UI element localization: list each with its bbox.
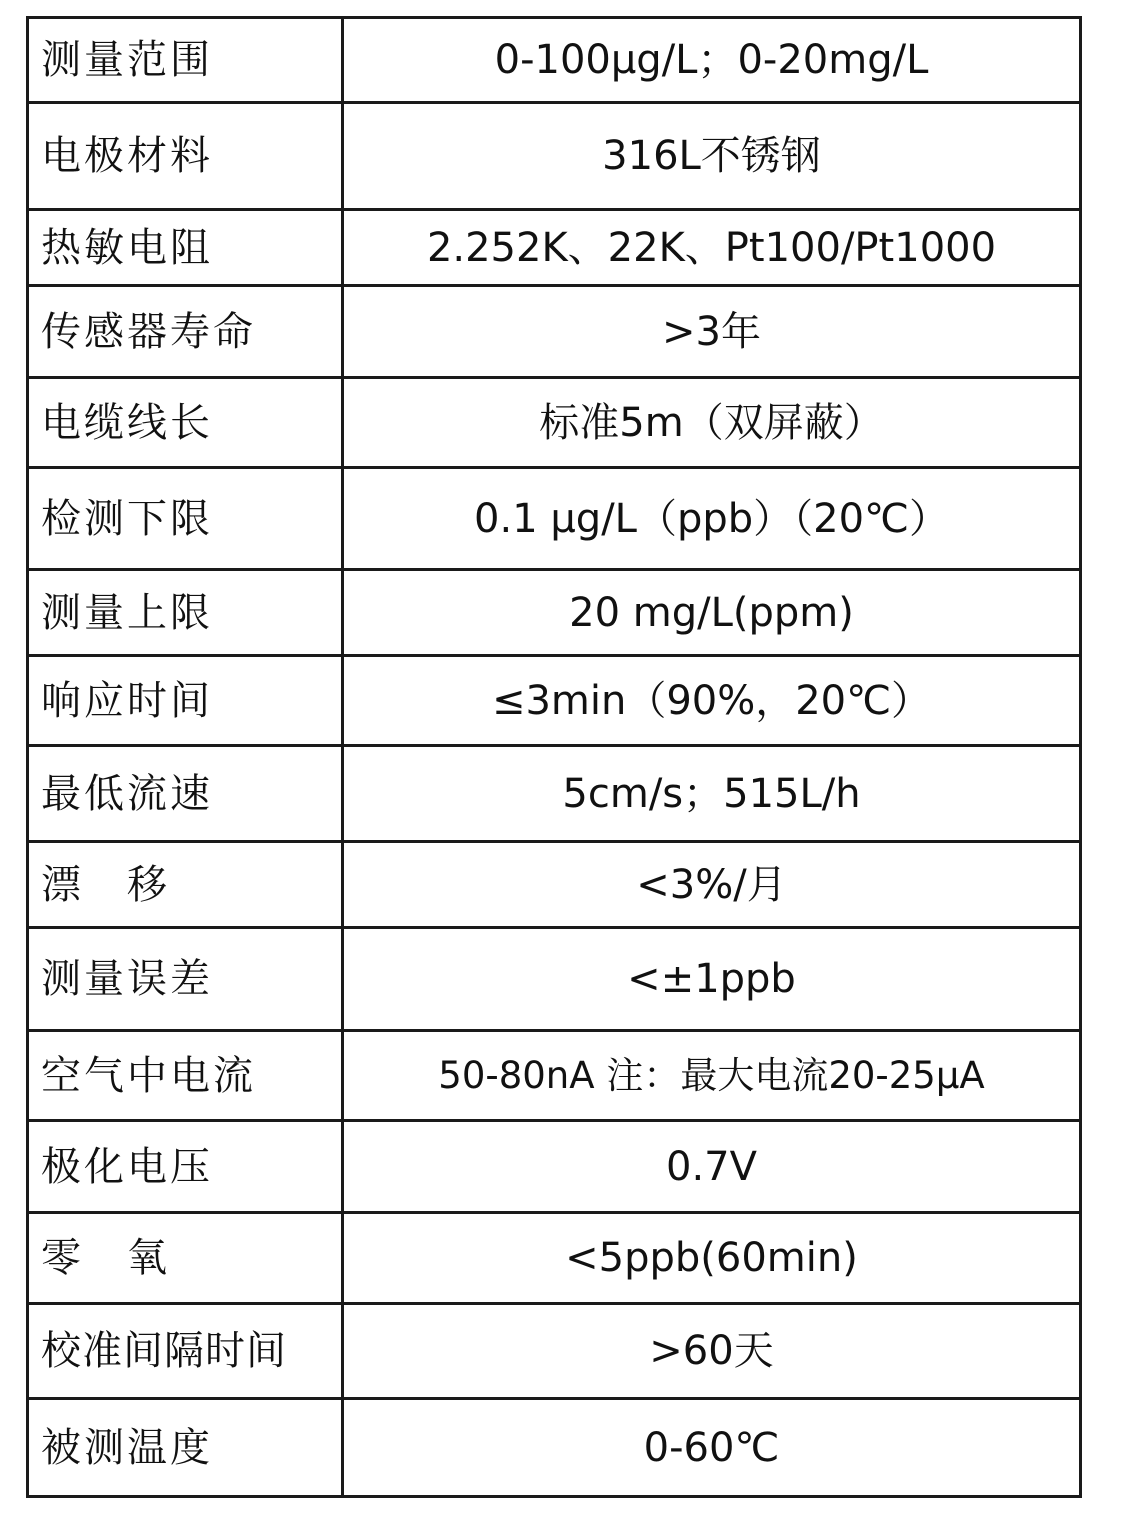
- table-row: [28, 570, 1081, 656]
- row-label: 空气中电流: [28, 1031, 343, 1121]
- table-row: [28, 18, 1081, 103]
- row-label: 测量误差: [28, 928, 343, 1031]
- row-label: 漂 移: [28, 842, 343, 928]
- row-value: 50-80nA 注：最大电流20-25μA: [343, 1031, 1081, 1121]
- row-value: 0.1 μg/L（ppb）（20℃）: [343, 468, 1081, 570]
- row-value: 0-100μg/L；0-20mg/L: [343, 18, 1081, 103]
- row-value: 2.252K、22K、Pt100/Pt1000: [343, 210, 1081, 286]
- row-value: <5ppb(60min): [343, 1213, 1081, 1304]
- row-value: 0.7V: [343, 1121, 1081, 1213]
- row-label: 校准间隔时间: [28, 1304, 343, 1399]
- spec-table: [26, 16, 1082, 1498]
- row-label: 测量上限: [28, 570, 343, 656]
- table-row: [28, 103, 1081, 210]
- row-label: 最低流速: [28, 746, 343, 842]
- table-row: [28, 1031, 1081, 1121]
- row-label: 检测下限: [28, 468, 343, 570]
- table-row: [28, 746, 1081, 842]
- row-value: 316L不锈钢: [343, 103, 1081, 210]
- row-value: 0-60℃: [343, 1399, 1081, 1497]
- row-value: ≤3min（90%，20℃）: [343, 656, 1081, 746]
- table-row: [28, 286, 1081, 378]
- table-row: [28, 1304, 1081, 1399]
- row-label: 电极材料: [28, 103, 343, 210]
- row-value: 5cm/s；515L/h: [343, 746, 1081, 842]
- row-label: 电缆线长: [28, 378, 343, 468]
- row-label: 响应时间: [28, 656, 343, 746]
- table-row: [28, 656, 1081, 746]
- table-row: [28, 1399, 1081, 1497]
- spec-table-body: [28, 18, 1081, 1497]
- table-row: [28, 1121, 1081, 1213]
- row-label: 被测温度: [28, 1399, 343, 1497]
- row-value: <3%/月: [343, 842, 1081, 928]
- row-value: 标准5m（双屏蔽）: [343, 378, 1081, 468]
- row-value: <±1ppb: [343, 928, 1081, 1031]
- row-value: >60天: [343, 1304, 1081, 1399]
- table-row: [28, 842, 1081, 928]
- table-row: [28, 1213, 1081, 1304]
- row-label: 极化电压: [28, 1121, 343, 1213]
- row-value: >3年: [343, 286, 1081, 378]
- row-value: 20 mg/L(ppm): [343, 570, 1081, 656]
- table-row: [28, 210, 1081, 286]
- row-label: 热敏电阻: [28, 210, 343, 286]
- table-row: [28, 468, 1081, 570]
- row-label: 零 氧: [28, 1213, 343, 1304]
- row-label: 传感器寿命: [28, 286, 343, 378]
- table-row: [28, 928, 1081, 1031]
- row-label: 测量范围: [28, 18, 343, 103]
- table-row: [28, 378, 1081, 468]
